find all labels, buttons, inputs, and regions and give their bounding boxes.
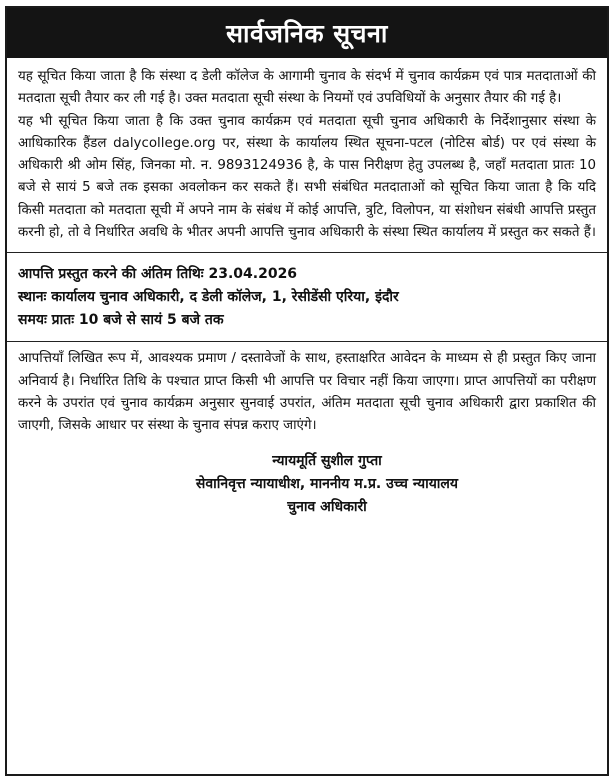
signatory-designation: सेवानिवृत्त न्यायाधीश, माननीय म.प्र. उच्च न्यायालय bbox=[195, 475, 459, 492]
divider-top bbox=[7, 252, 607, 253]
notice-title-banner bbox=[7, 8, 607, 58]
place-line: स्थानः कार्यालय चुनाव अधिकारी, द डेली कॉलेज, 1, रेसीडेंसी एरिया, इंदौर bbox=[18, 289, 399, 306]
signature-block bbox=[18, 450, 596, 519]
public-notice bbox=[5, 6, 609, 776]
paragraph-voter-list-prepared: यह सूचित किया जाता है कि संस्था द डेली कॉलेज के आगामी चुनाव के संदर्भ में चुनाव कार्यक्रम एवं पात्र मतदाताओं की मतदाता सूची तैयार कर ली गई है। उक्त मतदाता सूची संस्था के नियमों एवं उपविधियों के अनुसार तैयार की गई है। bbox=[18, 69, 596, 107]
signatory-role: चुनाव अधिकारी bbox=[287, 498, 367, 515]
last-date-line: आपत्ति प्रस्तुत करने की अंतिम तिथिः 23.04.2026 bbox=[18, 266, 298, 283]
paragraph-objection-procedure: आपत्तियाँ लिखित रूप में, आवश्यक प्रमाण / दस्तावेजों के साथ, हस्ताक्षरित आवेदन के माध्यम से ही प्रस्तुत किए जाना अनिवार्य है। निर्धारित तिथि के पश्चात प्राप्त किसी भी आपत्ति पर विचार नहीं किया जाएगा। प्राप्त आपत्तियों का परीक्षण करने के उपरांत एवं चुनाव कार्यक्रम अनुसार सुनवाई उपरांत, अंतिम मतदाता सूची चुनाव अधिकारी द्वारा प्रकाशित की जाएगी, जिसके आधार पर संस्था के चुनाव संपन्न कराए जाएंगे। bbox=[18, 351, 596, 434]
objection-details bbox=[18, 263, 596, 332]
time-line: समयः प्रातः 10 बजे से सायं 5 बजे तक bbox=[18, 312, 224, 329]
paragraph-inspection-objections: यह भी सूचित किया जाता है कि उक्त चुनाव कार्यक्रम एवं मतदाता सूची चुनाव अधिकारी के निर्देशानुसार संस्था के आधिकारिक हैंडल dalycollege.org पर, संस्था के कार्यालय स्थित सूचना-पटल (नोटिस बोर्ड) पर एवं संस्था के अधिकारी श्री ओम सिंह, जिनका मो. न. 9893124936 है, के पास निरीक्षण हेतु उपलब्ध है, जहाँ मतदाता प्रातः 10 बजे से सायं 5 बजे तक इसका अवलोकन कर सकते हैं। सभी संबंधित मतदाताओं को सूचित किया जाता है कि यदि किसी मतदाता को मतदाता सूची में अपने नाम के संबंध में कोई आपत्ति, त्रुटि, विलोपन, या संशोधन संबंधी आपत्ति प्रस्तुत करनी हो, तो वे निर्धारित अवधि के भीतर अपनी आपत्ति चुनाव अधिकारी के संस्था स्थित कार्यालय में प्रस्तुत कर सकते हैं। bbox=[18, 113, 596, 241]
signatory-name: न्यायमूर्ति सुशील गुप्ता bbox=[272, 452, 382, 469]
divider-bottom bbox=[7, 341, 607, 342]
notice-title: सार्वजनिक सूचना bbox=[226, 19, 388, 48]
notice-body bbox=[7, 58, 607, 519]
